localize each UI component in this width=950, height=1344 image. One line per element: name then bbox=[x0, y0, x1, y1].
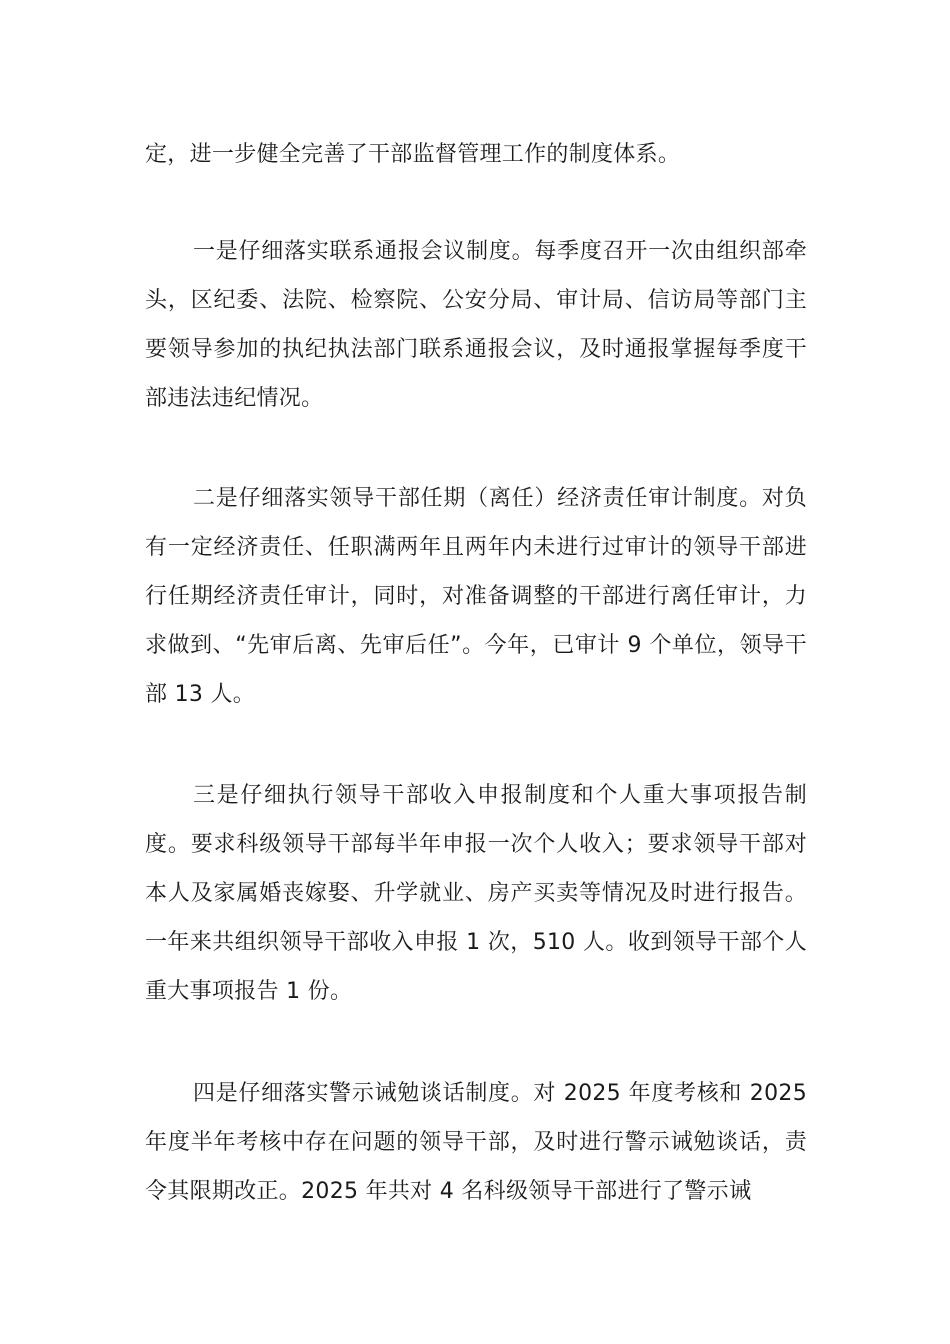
paragraph-item-one: 一是仔细落实联系通报会议制度。每季度召开一次由组织部牵头，区纪委、法院、检察院、公安分局、审计局、信访局等部门主要领导参加的执纪执法部门联系通报会议，及时通报掌握每季度干部违法违纪情况。 bbox=[145, 239, 807, 411]
paragraph-item-two: 二是仔细落实领导干部任期（离任）经济责任审计制度。对负有一定经济责任、任职满两年且两年内未进行过审计的领导干部进行任期经济责任审计，同时，对准备调整的干部进行离任审计，力求做到、“先审后离、先审后任”。今年，已审计 9 个单位，领导干部 13 人。 bbox=[145, 486, 807, 707]
paragraph-continuation: 定，进一步健全完善了干部监督管理工作的制度体系。 bbox=[145, 142, 681, 167]
paragraph-item-four: 四是仔细落实警示诫勉谈话制度。对 2025 年度考核和 2025 年度半年考核中存在问题的领导干部，及时进行警示诫勉谈话，责令其限期改正。2025 年共对 4 名科级领导干部进行了警示诫 bbox=[145, 1081, 807, 1204]
paragraph-item-three: 三是仔细执行领导干部收入申报制度和个人重大事项报告制度。要求科级领导干部每半年申报一次个人收入；要求领导干部对本人及家属婚丧嫁娶、升学就业、房产买卖等情况及时进行报告。一年来共组织领导干部收入申报 1 次，510 人。收到领导干部个人重大事项报告 1 份。 bbox=[145, 783, 807, 1004]
